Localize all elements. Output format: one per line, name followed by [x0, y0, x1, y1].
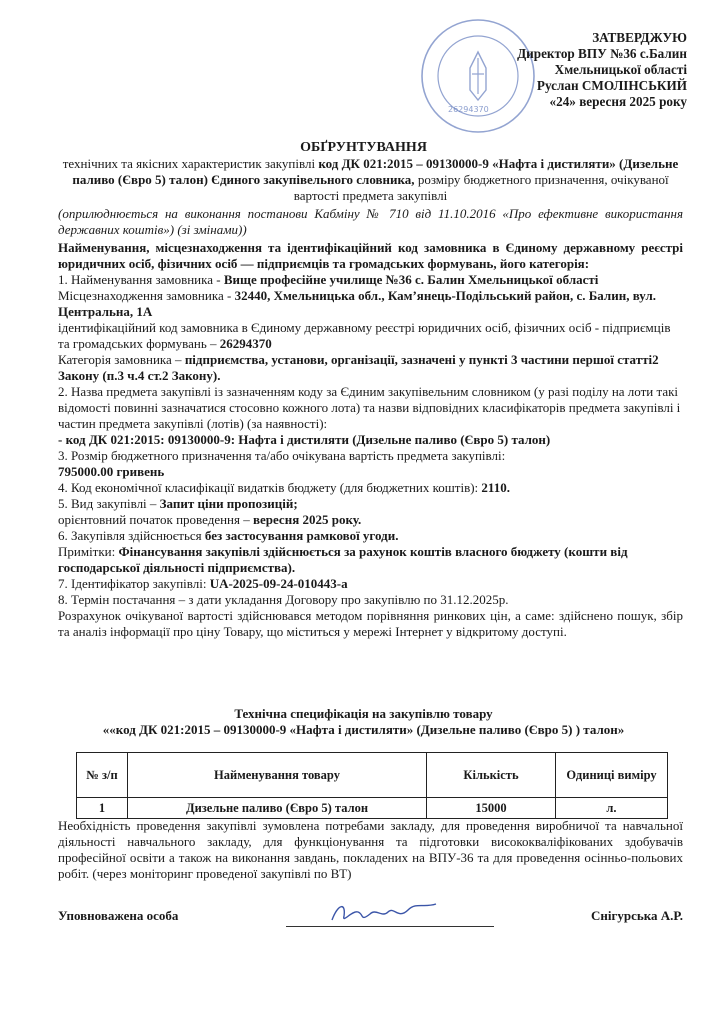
approval-block [517, 30, 687, 110]
document-intro [58, 156, 683, 204]
item-6 [58, 528, 683, 544]
item-1-location [58, 288, 683, 320]
table-row [77, 798, 668, 819]
item-3-value: 795000.00 гривень [58, 464, 165, 479]
item-6-note-value: Фінансування закупівлі здійснюється за рахунок коштів власного бюджету (кошти від господарської діяльності підприємства). [58, 544, 628, 575]
spec-cell-number: 1 [77, 798, 128, 819]
item-1-code-label: ідентифікаційний код замовника в Єдиному державному реєстрі юридичних осіб, фізичних осіб - підприємців та громадських формувань – [58, 320, 671, 351]
item-1-code [58, 320, 683, 352]
item-1-category-label: Категорія замовника – [58, 352, 185, 367]
item-2-text: 2. Назва предмета закупівлі із зазначенням коду за Єдиним закупівельним словником (у разі поділу на лоти такі відомості повинні зазначатися стосовно кожного лота) та назви відповідних класифікаторів предмета закупівлі і частин предмета закупівлі (лотів) (за наявності): [58, 384, 681, 431]
item-1-name [58, 272, 683, 288]
intro-text-3: розміру бюджетного призначення, очікуваної вартості предмета закупівлі [293, 172, 669, 203]
item-1-location-value: 32440, Хмельницька обл., Кам’янець-Подільський район, с. Балин, вул. Центральна, 1А [58, 288, 656, 319]
item-1-location-label: Місцезнаходження замовника - [58, 288, 235, 303]
intro-text-1: технічних та якісних характеристик закупівлі [62, 156, 319, 171]
item-1-category-value: підприємства, установи, організації, зазначені у пункті 3 частини першої статті2 Закону (п.3 ч.4 ст.2 Закону). [58, 352, 659, 383]
item-6-note-label: Примітки: [58, 544, 119, 559]
handwritten-signature-icon [324, 898, 444, 928]
authorized-person-name: Снігурська А.Р. [590, 908, 683, 923]
item-4-label: 4. Код економічної класифікації видатків бюджету (для бюджетних коштів): [58, 480, 482, 495]
spec-title-line-2: ««код ДК 021:2015 – 09130000-9 «Нафта і дистиляти» (Дизельне паливо (Євро 5) ) талон» [102, 722, 625, 737]
item-1-name-value: Вище професійне училище №36 с. Балин Хмельницької області [223, 272, 599, 287]
approval-region: Хмельницької області [554, 62, 687, 77]
item-5-start-value: вересня 2025 року. [252, 512, 362, 527]
item-8: 8. Термін постачання – з дати укладання Договору про закупівлю по 31.12.2025р. [58, 592, 509, 607]
item-5-label: 5. Вид закупівлі – [58, 496, 160, 511]
necessity-text: Необхідність проведення закупівлі зумовлена потребами закладу, для проведення виробничої та навчальної діяльності навчального закладу, для функціонування та підготовки висококваліфікованих здобувачів професійної освіти а також на виконання завдань, покладених на ВПУ-36 та для проведення осінньо-польових робіт. (через моніторинг проведеної закупівлі по ВТ) [58, 818, 683, 881]
item-7 [58, 576, 683, 592]
spec-title-line-1: Технічна специфікація на закупівлю товару [234, 706, 493, 721]
spec-header-quantity: Кількість [427, 753, 556, 798]
authorized-person-label: Уповноважена особа [58, 908, 179, 923]
item-5 [58, 496, 683, 512]
spec-title [0, 706, 727, 738]
approval-director-name: Руслан СМОЛІНСЬКИЙ [536, 78, 687, 93]
spec-table [76, 752, 668, 819]
item-1-category [58, 352, 683, 384]
approval-date: «24» вересня 2025 року [549, 94, 687, 109]
item-7-value: UA-2025-09-24-010443-a [209, 576, 348, 591]
item-6-value: без застосування рамкової угоди. [204, 528, 399, 543]
item-1-code-value: 26294370 [219, 336, 272, 351]
document-body [58, 240, 683, 640]
item-6-label: 6. Закупівля здійснюється [58, 528, 205, 543]
spec-header-unit: Одиниці виміру [556, 753, 668, 798]
spec-table-header [77, 753, 668, 798]
item-5-value: Запит ціни пропозицій; [159, 496, 298, 511]
item-5-start [58, 512, 683, 528]
approval-title: ЗАТВЕРДЖУЮ [592, 30, 687, 45]
customer-heading: Найменування, місцезнаходження та ідентифікаційний код замовника в Єдиному державному реєстрі юридичних осіб, фізичних осіб — підприємців та громадських формувань, його категорія: [58, 240, 683, 271]
approval-position: Директор ВПУ №36 с.Балин [517, 46, 687, 61]
intro-note: (оприлюднюється на виконання постанови Кабміну № 710 від 11.10.2016 «Про ефективне використання державних коштів») (зі змінами)) [58, 206, 683, 237]
svg-text:26294370: 26294370 [448, 105, 489, 114]
spec-cell-unit: л. [556, 798, 668, 819]
calculation-note: Розрахунок очікуваної вартості здійснювався методом порівняння ринкових цін, а саме: здійснено пошук, збір та аналіз інформації про ціну Товару, що міститься у мережі Інтернет у відкритому доступі. [58, 608, 683, 639]
item-4 [58, 480, 683, 496]
item-3-text: 3. Розмір бюджетного призначення та/або очікувана вартість предмета закупівлі: [58, 448, 506, 463]
document-title: ОБҐРУНТУВАННЯ [300, 140, 427, 155]
item-6-note [58, 544, 683, 576]
item-7-label: 7. Ідентифікатор закупівлі: [58, 576, 210, 591]
item-2-value: - код ДК 021:2015: 09130000-9: Нафта і дистиляти (Дизельне паливо (Євро 5) талон) [58, 432, 551, 447]
intro-code: код ДК 021:2015 – 09130000-9 «Нафта і дистиляти» (Дизельне паливо (Євро 5) талон) Єдиного закупівельного словника, [72, 156, 679, 187]
spec-header-name: Найменування товару [128, 753, 427, 798]
item-4-value: 2110. [481, 480, 510, 495]
spec-cell-quantity: 15000 [427, 798, 556, 819]
spec-cell-name: Дизельне паливо (Євро 5) талон [128, 798, 427, 819]
item-1-name-label: 1. Найменування замовника - [58, 272, 224, 287]
item-5-start-label: орієнтовний початок проведення – [58, 512, 253, 527]
spec-header-number: № з/п [77, 753, 128, 798]
